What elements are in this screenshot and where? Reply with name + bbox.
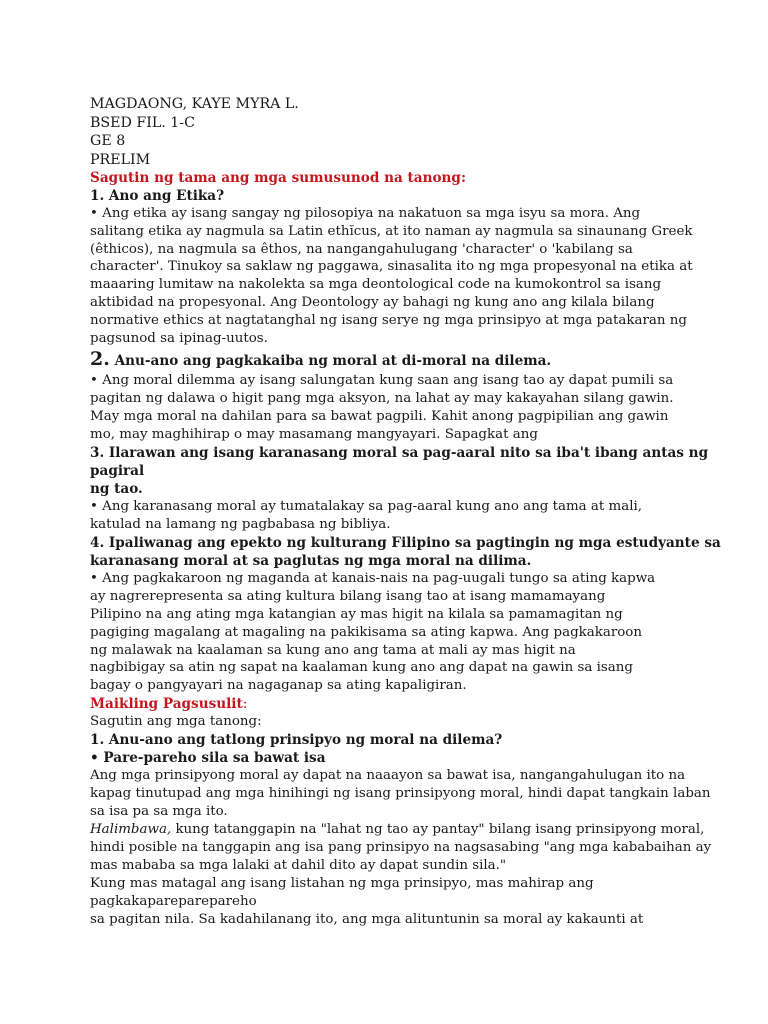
answer-line: pagkakapareparepareho	[90, 893, 257, 909]
answer-line: pagsunod sa ipinag-uutos.	[90, 331, 268, 347]
answer-line: ay nagrerepresenta sa ating kultura bilang isang tao at isang mamamayang	[90, 588, 606, 604]
question-4-line: karanasang moral at sa paglutas ng mga moral na dilima.	[90, 552, 532, 569]
example-word: Halimbawa,	[90, 822, 172, 838]
answer-line: bagay o pangyayari na nagaganap sa ating kapaligiran.	[90, 678, 467, 694]
section-2-instruction: Sagutin ang mga tanong:	[90, 714, 262, 730]
answer-line: sa isa pa sa mga ito.	[90, 804, 228, 820]
answer-line: aktibidad na propesyonal. Ang Deontology ay bahagi ng kung ano ang kilala bilang	[90, 295, 655, 311]
answer-line: sa pagitan nila. Sa kadahilanang ito, ang mga alituntunin sa moral ay kakaunti at	[90, 911, 644, 927]
answer-line: pagitan ng dalawa o higit pang mga aksyon, na lahat ay may kakayahan silang gawin.	[90, 390, 674, 406]
answer-2	[90, 372, 685, 444]
answer-line: May mga moral na dahilan para sa bawat pagpili. Kahit anong pagpipilian ang gawin	[90, 408, 669, 424]
answer-line: • Ang pagkakaroon ng maganda at kanais-nais na pag-uugali tungo sa ating kapwa	[90, 570, 656, 586]
answer-3	[90, 498, 685, 534]
answer-line: Kung mas matagal ang isang listahan ng mga prinsipyo, mas mahirap ang	[90, 875, 594, 891]
student-name: MAGDAONG, KAYE MYRA L.	[90, 96, 299, 113]
answer-line: normative ethics at nagtatanghal ng isang serye ng mga prinsipyo at mga patakaran ng	[90, 313, 687, 329]
example-text: kung tatanggapin na "lahat ng tao ay pantay" bilang isang prinsipyong moral,	[171, 822, 705, 838]
subject-code: GE 8	[90, 133, 126, 150]
answer-line: kapag tinutupad ang mga hinihingi ng isang prinsipyong moral, hindi dapat tangkain laban	[90, 786, 711, 802]
section-2-answer	[90, 767, 712, 928]
answer-1	[90, 205, 693, 348]
answer-line: Pilipino na ang ating mga katangian ay mas higit na kilala sa pamamagitan ng	[90, 606, 623, 622]
section-2-question-1: 1. Anu-ano ang tatlong prinsipyo ng moral na dilema?	[90, 732, 503, 749]
question-3-heading	[90, 444, 709, 498]
answer-line: (êthicos), na nagmula sa êthos, na nangangahulugang 'character' o 'kabilang sa	[90, 241, 633, 257]
question-3-line: ng tao.	[90, 480, 143, 497]
document-body	[90, 95, 721, 929]
answer-line: katulad na lamang ng pagbabasa ng bibliya.	[90, 516, 391, 532]
answer-line: mo, may maghihirap o may masamang mangyayari. Sapagkat ang	[90, 426, 538, 442]
example-line	[90, 821, 705, 839]
answer-4	[90, 570, 685, 695]
section-2-title	[90, 695, 685, 713]
question-4-heading	[90, 534, 721, 570]
answer-line: character'. Tinukoy sa saklaw ng paggawa, sinasalita ito ng mga propesyonal na etika at	[90, 259, 693, 275]
answer-line: pagiging magalang at magaling na pakikisama sa ating kapwa. Ang pagkakaroon	[90, 624, 642, 640]
question-3-line: 3. Ilarawan ang isang karanasang moral sa pag-aaral nito sa iba't ibang antas ng	[90, 444, 709, 461]
question-2-number: 2.	[90, 348, 110, 370]
answer-line: hindi posible na tanggapin ang isa pang prinsipyo na nagsasabing "ang mga kababaihan ay	[90, 840, 712, 856]
answer-line: • Ang moral dilemma ay isang salungatan kung saan ang isang tao ay dapat pumili sa	[90, 373, 674, 388]
question-4-line: 4. Ipaliwanag ang epekto ng kulturang Filipino sa pagtingin ng mga estudyante sa	[90, 534, 721, 551]
answer-line: nagbibigay sa atin ng sapat na kaalaman kung ano ang dapat na gawin sa isang	[90, 660, 633, 676]
answer-line: salitang etika ay nagmula sa Latin ethĭcus, at ito naman ay nagmula sa sinaunang Greek	[90, 223, 693, 239]
answer-line: • Ang etika ay isang sangay ng pilosopiya na nakatuon sa mga isyu sa mora. Ang	[90, 205, 641, 221]
question-1-heading: 1. Ano ang Etika?	[90, 187, 225, 204]
question-3-line: pagiral	[90, 462, 145, 479]
section-2-title-colon: :	[242, 696, 248, 713]
exam-term: PRELIM	[90, 151, 151, 168]
section-2-bullet: • Pare-pareho sila sa bawat isa	[90, 750, 326, 767]
instruction-heading: Sagutin ng tama ang mga sumusunod na tanong:	[90, 169, 466, 186]
question-2-text: Anu-ano ang pagkakaiba ng moral at di-moral na dilema.	[109, 353, 552, 369]
answer-line: Ang mga prinsipyong moral ay dapat na naaayon sa bawat isa, nangangahulugan ito na	[90, 768, 686, 784]
answer-line: • Ang karanasang moral ay tumatalakay sa pag-aaral kung ano ang tama at mali,	[90, 498, 643, 514]
question-2-heading	[90, 348, 685, 372]
course-section: BSED FIL. 1-C	[90, 114, 195, 131]
answer-line: ng malawak na kaalaman sa kung ano ang tama at mali ay mas higit na	[90, 642, 576, 658]
answer-line: maaaring lumitaw na nakolekta sa mga deontological code na kumokontrol sa isang	[90, 277, 662, 293]
answer-line: mas mababa sa mga lalaki at dahil dito ay dapat sundin sila."	[90, 857, 507, 873]
section-2-title-text: Maikling Pagsusulit	[90, 696, 243, 713]
